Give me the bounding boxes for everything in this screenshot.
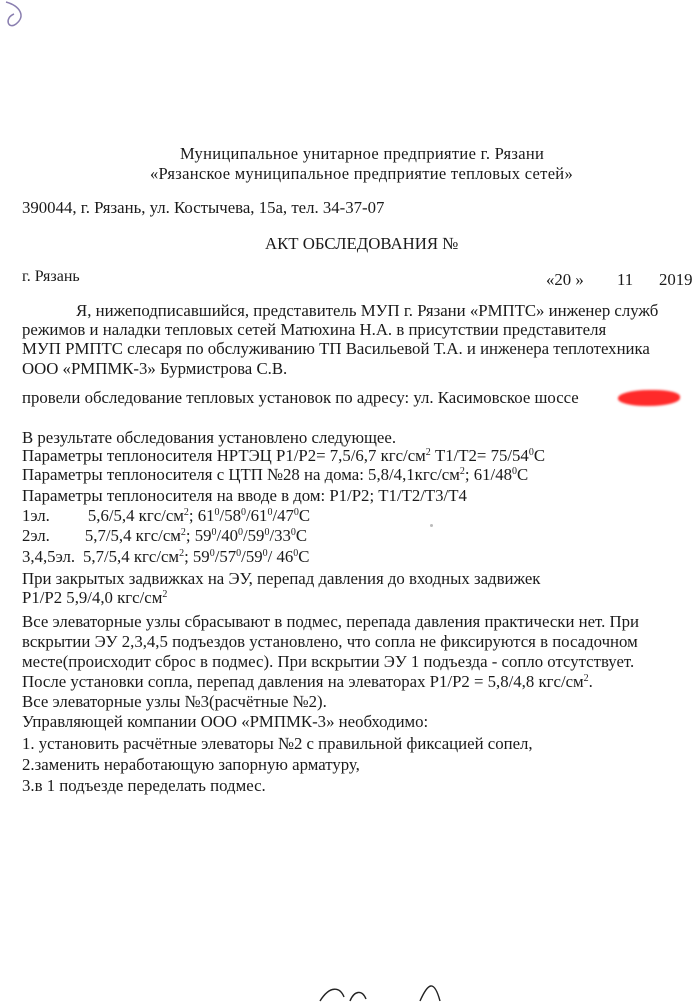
redaction-mark [618,390,680,406]
act-title: АКТ ОБСЛЕДОВАНИЯ № [265,234,459,253]
action-item-2: 2.заменить неработающую запорную арматуру, [22,755,360,774]
intro-line-4: ООО «РМПМК-3» Бурмистрова С.В. [22,359,288,378]
act-date-month: 11 [617,270,634,289]
row-elevator-1: 1эл. 5,6/5,4 кгс/$см^2$; $61^0/58^0/61^0/47^0С$ [22,506,311,525]
text-line-2: Р1/Р2 5,9/4,0 кгс/$см^2$ [22,588,168,607]
row-elevator-345: 3,4,5эл. 5,7/5,4 кгс/$см^2$; $59^0/57^0/59^0/$ $46^0С$ [22,547,310,566]
text-line-7: Все элеваторные узлы №3(расчётные №2). [22,692,327,711]
row-elevator-2: 2эл. 5,7/5,4 кгс/$см^2$; $59^0/40^0/59^0/33^0С$ [22,526,308,545]
intro-line-2: режимов и наладки тепловых сетей Матюхина Н.А. в присутствии представителя [22,320,607,339]
intro-line-1: Я, нижеподписавшийся, представитель МУП г. Рязани «РМПТС» инженер служб [76,301,659,320]
intro-line-3: МУП РМПТС слесаря по обслуживанию ТП Васильевой Т.А. и инженера теплотехника [22,339,650,358]
org-address: 390044, г. Рязань, ул. Костычева, 15а, тел. 34-37-07 [22,198,385,217]
text-line-4: вскрытии ЭУ 2,3,4,5 подъездов установлено, что сопла не фиксируются в посадочном [22,632,638,651]
org-name-line1: Муниципальное унитарное предприятие г. Рязани [180,144,545,163]
params-nrtec: Параметры теплоносителя НРТЭЦ Р1/Р2= 7,5/6,7 кгс/$см^2$ $Т1/Т2= 75/54^0С$ [22,446,546,465]
params-input: Параметры теплоносителя на вводе в дом: Р1/Р2; Т1/Т2/Т3/Т4 [22,486,467,505]
scan-speck [430,524,433,527]
text-line-3: Все элеваторные узлы сбрасывают в подмес, перепада давления практически нет. При [22,612,639,631]
action-item-1: 1. установить расчётные элеваторы №2 с правильной фиксацией сопел, [22,734,533,753]
text-line-1: При закрытых задвижках на ЭУ, перепад давления до входных задвижек [22,569,541,588]
act-city: г. Рязань [22,268,80,285]
result-heading: В результате обследования установлено следующее. [22,428,397,447]
org-name-line2: «Рязанское муниципальное предприятие тепловых сетей» [150,164,573,183]
intro-line-5: провели обследование тепловых установок по адресу: ул. Касимовское шоссе [22,388,579,407]
text-line-8: Управляющей компании ООО «РМПМК-3» необходимо: [22,712,429,731]
handwritten-mark-icon [0,0,40,40]
action-item-3: 3.в 1 подъезде переделать подмес. [22,776,266,795]
act-date-year: 2019 [659,270,693,289]
text-line-5: месте(происходит сброс в подмес). При вскрытии ЭУ 1 подъезда - сопло отсутствует. [22,652,635,671]
signature-mark-icon [310,975,470,1003]
act-date-day: «20 » [546,270,584,289]
params-ctp28: Параметры теплоносителя с ЦТП №28 на дома: $5,8/4,1кгс/см^2$; $61/48^0С$ [22,465,529,484]
text-line-6: После установки сопла, перепад давления на элеваторах Р1/Р2 = 5,8/4,8 кгс/$см^2$. [22,672,593,691]
